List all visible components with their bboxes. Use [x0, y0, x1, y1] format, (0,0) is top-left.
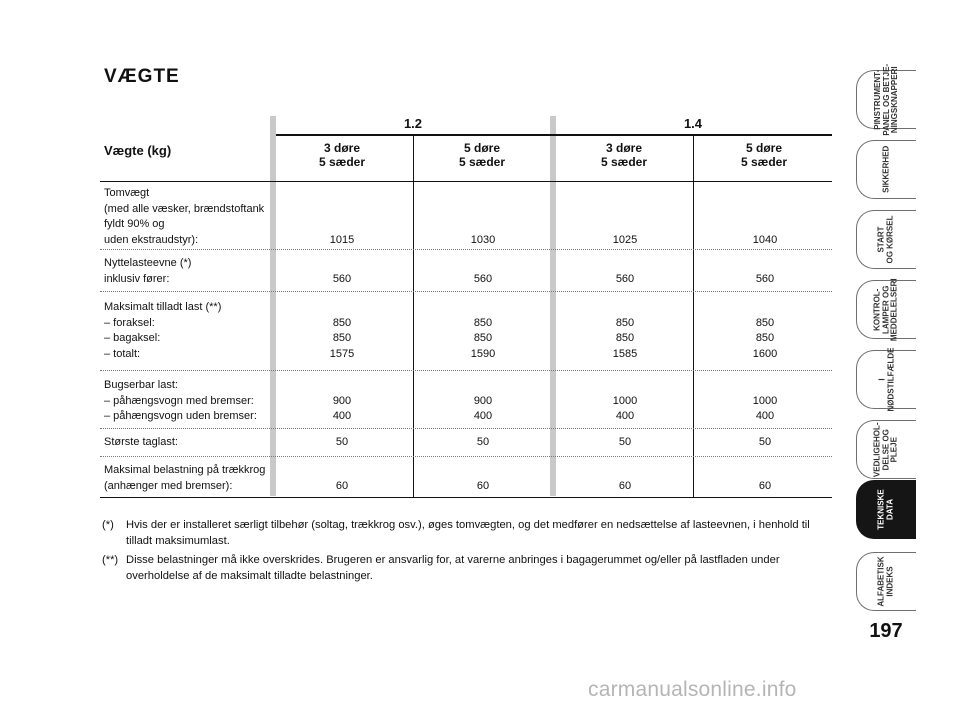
section-tab-label-line: MEDDELELSERI [889, 278, 899, 341]
section-tab-label-line: TEKNISKE [876, 489, 886, 530]
column-header-doors: 3 døre [605, 141, 642, 155]
section-tab-label-line: ALFABETISK [876, 556, 886, 607]
column-header-seats: 5 sæder [600, 155, 648, 169]
table-cell [560, 316, 690, 363]
column-header-seats: 5 sæder [458, 155, 506, 169]
cell-value: 850 [473, 332, 493, 344]
section-tab-label-line: DELSE OG [881, 428, 891, 471]
column-header-seats: 5 sæder [740, 155, 788, 169]
table-cell [277, 479, 407, 495]
section-tab-label-line: NØDSTILFÆLDE [885, 347, 895, 412]
section-tab-label-line: SIKKERHED [881, 145, 891, 194]
cell-value: 400 [332, 410, 352, 422]
table-cell [700, 233, 830, 249]
section-tab-label [878, 556, 895, 606]
row-separator [100, 249, 832, 250]
row-label-line: inklusiv fører: [104, 272, 170, 285]
cell-value: 60 [476, 479, 490, 492]
row-label-line: fyldt 90% og [104, 218, 165, 230]
cell-value: 1000 [612, 394, 638, 407]
table-bottom-rule [100, 497, 832, 498]
section-tab-label-line: VEDLIGEHOL- [872, 422, 882, 477]
column-divider-2 [693, 136, 694, 498]
table-cell [700, 479, 830, 495]
cell-value: 900 [473, 394, 493, 407]
row-label-line: Maksimalt tilladt last (**) [104, 301, 222, 313]
section-tab-label-line: PANEL OG BETJE- [881, 63, 891, 136]
row-label-line: Nyttelasteevne (*) [104, 257, 192, 269]
row-label-line: Største taglast: [104, 436, 178, 448]
weights-label: Vægte (kg) [104, 143, 172, 158]
row-label-line: – totalt: [104, 347, 141, 360]
cell-value: 850 [615, 316, 635, 329]
section-tab-label-line: INDEKS [885, 566, 895, 597]
table-cell [418, 316, 548, 363]
footnote-text: Hvis der er installeret særligt tilbehør (soltag, trækkrog osv.), øges tomvægten, og det medfører en nedsættelse af lasteevnen, i henhold til tilladt maksimumlast. [126, 519, 810, 547]
column-header-doors: 3 døre [323, 141, 360, 155]
group-header-1-2: 1.2 [403, 116, 423, 131]
row-label [104, 435, 272, 451]
cell-value: 400 [615, 410, 635, 422]
table-cell [277, 272, 407, 288]
table-cell [700, 435, 830, 451]
cell-value: 50 [476, 436, 490, 448]
row-label-line: – foraksel: [104, 316, 155, 329]
table-cell [418, 435, 548, 451]
table-cell [560, 394, 690, 425]
table-cell [418, 394, 548, 425]
section-tab[interactable] [856, 347, 916, 412]
row-label [104, 300, 272, 362]
table-cell [277, 394, 407, 425]
table-cell [418, 272, 548, 288]
footnote-mark: (*) [102, 519, 114, 531]
cell-value: 850 [615, 332, 635, 344]
page-number: 197 [869, 620, 903, 642]
column-header-doors: 5 døre [745, 141, 782, 155]
header-rule [276, 134, 832, 136]
cell-value: 850 [332, 332, 352, 344]
cell-value: 850 [332, 316, 352, 329]
column-header-seats: 5 sæder [318, 155, 366, 169]
cell-value: 50 [758, 436, 772, 448]
table-cell [700, 394, 830, 425]
cell-value: 560 [473, 272, 493, 285]
row-label-line: – bagaksel: [104, 332, 161, 344]
cell-value: 850 [755, 332, 775, 344]
cell-value: 60 [335, 479, 349, 492]
header-bottom-rule [100, 181, 832, 182]
section-tab-label [878, 215, 895, 263]
section-tab-label-line: START [876, 226, 886, 253]
table-cell [277, 435, 407, 451]
section-tab-label-line: PINSTRUMENT- [872, 69, 882, 130]
row-separator [100, 456, 832, 457]
row-label-line: Bugserbar last: [104, 379, 178, 391]
table-cell [560, 435, 690, 451]
footnote-mark: (**) [102, 554, 119, 566]
cell-value: 560 [755, 272, 775, 285]
cell-value: 1030 [470, 233, 496, 246]
section-tab[interactable] [856, 480, 916, 539]
cell-value: 1025 [612, 233, 638, 246]
section-tab[interactable] [856, 210, 916, 269]
footnote-text: Disse belastninger må ikke overskrides. Brugeren er ansvarlig for, at varerne anbringes i bagagerummet og/eller på lastfladen under overholdelse af de maksimalt tilladte belastninger. [126, 554, 780, 582]
cell-value: 1575 [329, 347, 355, 360]
cell-value: 1590 [470, 347, 496, 360]
footnote [102, 517, 830, 549]
row-label-line: Tomvægt [104, 187, 150, 199]
row-label-line: Maksimal belastning på trækkrog [104, 464, 266, 476]
row-separator [100, 370, 832, 371]
column-header [417, 141, 547, 169]
cell-value: 60 [618, 479, 632, 492]
cell-value: 850 [755, 316, 775, 329]
row-label-line: – påhængsvogn med bremser: [104, 394, 254, 407]
section-tab-label-line: DATA [885, 498, 895, 521]
table-cell [560, 272, 690, 288]
cell-value: 560 [615, 272, 635, 285]
cell-value: 1585 [612, 347, 638, 360]
row-label-line: uden ekstraudstyr): [104, 233, 199, 246]
section-tab[interactable] [856, 63, 916, 136]
section-tab-label-line: I [877, 378, 886, 381]
section-tab[interactable] [856, 420, 916, 479]
column-header [699, 141, 829, 169]
row-label-line: (anhænger med bremser): [104, 479, 233, 492]
cell-value: 560 [332, 272, 352, 285]
watermark: carmanualsonline.info [588, 678, 797, 701]
cell-value: 1040 [752, 233, 778, 246]
column-header [277, 141, 407, 169]
section-tab-label-line: OG KØRSEL [885, 215, 895, 264]
cell-value: 850 [473, 316, 493, 329]
section-tab[interactable] [856, 552, 916, 611]
section-tab-label-line: KONTROL- [872, 288, 882, 331]
row-label [104, 378, 272, 425]
cell-value: 1600 [752, 347, 778, 360]
cell-value: 400 [755, 410, 775, 422]
table-cell [418, 233, 548, 249]
section-tab-label-line: PLEJE [889, 436, 899, 463]
row-label-line: – påhængsvogn uden bremser: [104, 410, 257, 422]
row-label [104, 256, 272, 287]
section-tab-label-line: LAMPER OG [881, 285, 891, 334]
section-tab-label [882, 146, 891, 193]
table-cell [277, 316, 407, 363]
row-separator [100, 291, 832, 292]
section-tab-label [874, 422, 900, 477]
table-cell [560, 479, 690, 495]
section-tab-label [874, 278, 900, 341]
section-tab[interactable] [856, 140, 916, 199]
row-label [104, 186, 272, 248]
cell-value: 1015 [329, 233, 355, 246]
cell-value: 50 [335, 436, 349, 448]
group-header-1-4: 1.4 [683, 116, 703, 131]
cell-value: 900 [332, 394, 352, 407]
section-tab-label-line: NINGSKNAPPERI [889, 66, 899, 133]
table-cell [277, 233, 407, 249]
shade-bar-middle [550, 116, 556, 496]
row-label-line: (med alle væsker, brændstoftank [104, 202, 265, 215]
section-tab-label [878, 348, 895, 412]
table-cell [560, 233, 690, 249]
column-header [559, 141, 689, 169]
cell-value: 1000 [752, 394, 778, 407]
table-cell [700, 272, 830, 288]
table-cell [700, 316, 830, 363]
section-tab-label [874, 64, 900, 136]
section-tab-label [878, 489, 895, 529]
cell-value: 60 [758, 479, 772, 492]
column-divider-1 [413, 136, 414, 498]
footnote [102, 552, 830, 584]
column-header-doors: 5 døre [463, 141, 500, 155]
row-label [104, 463, 272, 494]
cell-value: 400 [473, 410, 493, 422]
page-title: VÆGTE [104, 66, 180, 87]
cell-value: 50 [618, 436, 632, 448]
table-cell [418, 479, 548, 495]
section-tab[interactable] [856, 280, 916, 339]
row-separator [100, 428, 832, 429]
